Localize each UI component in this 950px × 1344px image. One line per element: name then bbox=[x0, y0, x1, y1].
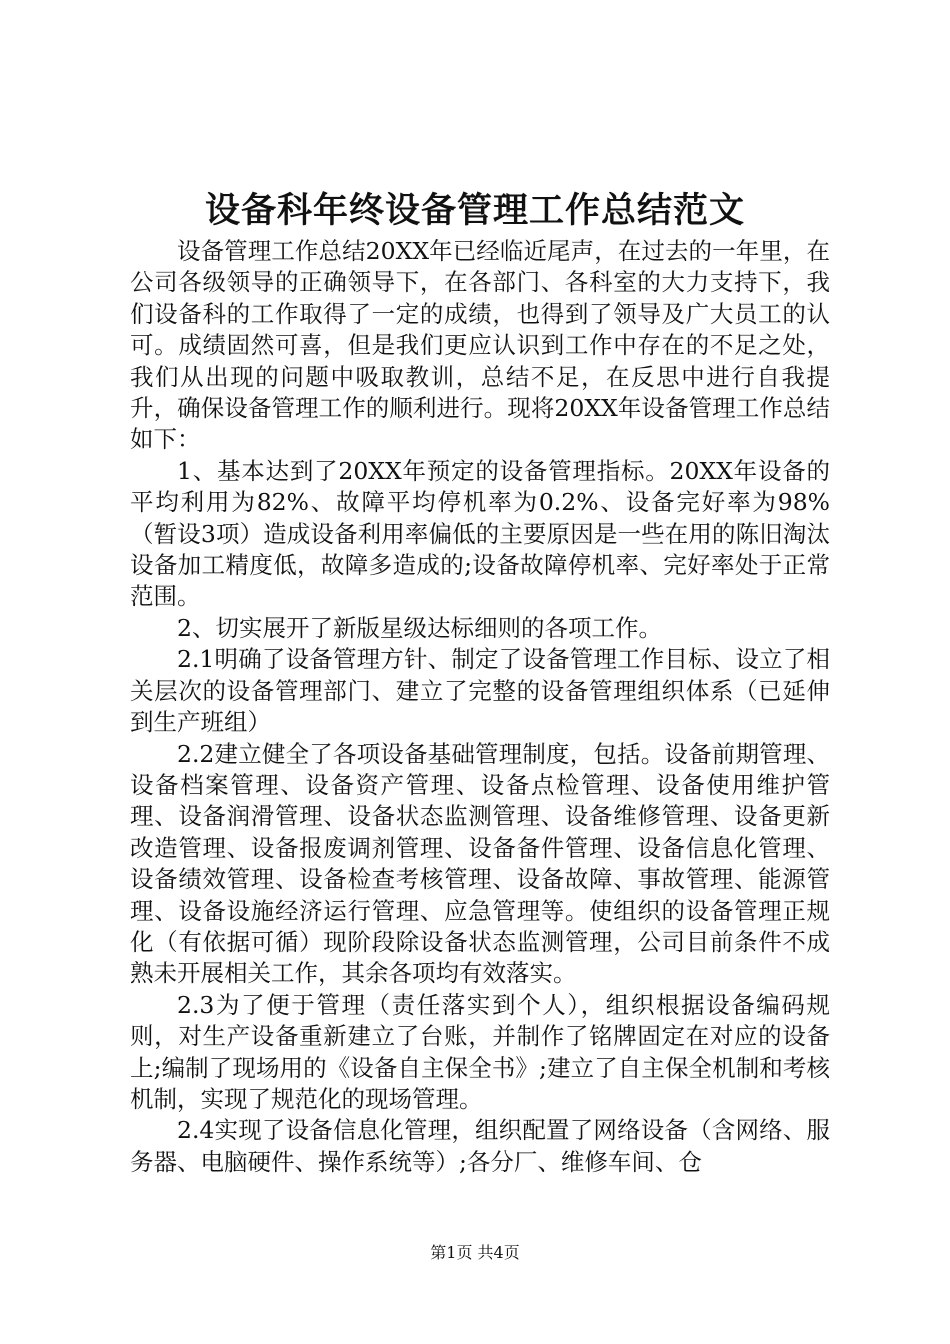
paragraph-item-1: 1、基本达到了20XX年预定的设备管理指标。20XX年设备的平均利用为82%、故障平均停机率为0.2%、设备完好率为98%（暂设3项）造成设备利用率偏低的主要原因是一些在用的陈旧淘汰设备加工精度低，故障多造成的;设备故障停机率、完好率处于正常范围。 bbox=[130, 456, 830, 611]
paragraph-item-2: 2、切实展开了新版星级达标细则的各项工作。 bbox=[177, 613, 662, 642]
document-title: 设备科年终设备管理工作总结范文 bbox=[204, 190, 745, 231]
document-body bbox=[130, 236, 830, 1178]
page-footer: 第1页 共4页 bbox=[430, 1243, 520, 1262]
paragraph-intro: 设备管理工作总结20XX年已经临近尾声，在过去的一年里，在公司各级领导的正确领导下，在各部门、各科室的大力支持下，我们设备科的工作取得了一定的成绩，也得到了领导及广大员工的认可。成绩固然可喜，但是我们更应认识到工作中存在的不足之处，我们从出现的问题中吸取教训，总结不足，在反思中进行自我提升，确保设备管理工作的顺利进行。现将20XX年设备管理工作总结如下： bbox=[130, 237, 830, 454]
paragraph-item-2-1: 2.1明确了设备管理方针、制定了设备管理工作目标、设立了相关层次的设备管理部门、建立了完整的设备管理组织体系（已延伸到生产班组） bbox=[130, 645, 830, 737]
paragraph-item-2-4: 2.4实现了设备信息化管理，组织配置了网络设备（含网络、服务器、电脑硬件、操作系统等）;各分厂、维修车间、仓 bbox=[130, 1116, 830, 1176]
paragraph-item-2-2: 2.2建立健全了各项设备基础管理制度，包括。设备前期管理、设备档案管理、设备资产管理、设备点检管理、设备使用维护管理、设备润滑管理、设备状态监测管理、设备维修管理、设备更新改造管理、设备报废调剂管理、设备备件管理、设备信息化管理、设备绩效管理、设备检查考核管理、设备故障、事故管理、能源管理、设备设施经济运行管理、应急管理等。使组织的设备管理正规化（有依据可循）现阶段除设备状态监测管理，公司目前条件不成熟未开展相关工作，其余各项均有效落实。 bbox=[130, 739, 830, 988]
paragraph-item-2-3: 2.3为了便于管理（责任落实到个人），组织根据设备编码规则，对生产设备重新建立了台账，并制作了铭牌固定在对应的设备上;编制了现场用的《设备自主保全书》;建立了自主保全机制和考核机制，实现了规范化的现场管理。 bbox=[130, 990, 830, 1113]
